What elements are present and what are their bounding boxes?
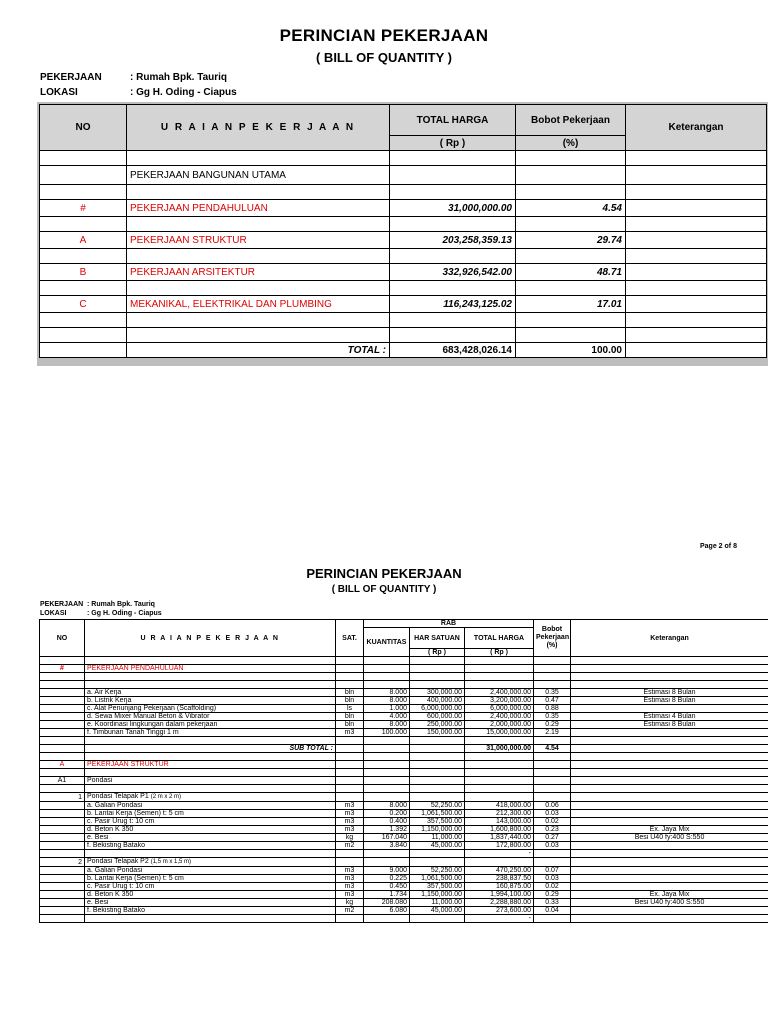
total-value: 683,428,026.14	[390, 343, 516, 358]
subtotal-label: SUB TOTAL :	[85, 745, 336, 753]
cell-bobot: 2.19	[534, 729, 571, 737]
table-row	[40, 899, 768, 907]
cell-empty	[40, 891, 85, 899]
cell-empty	[40, 883, 85, 891]
det-header-rp1: ( Rp )	[410, 649, 465, 657]
cell-price: 45,000.00	[410, 842, 465, 850]
table-row	[40, 729, 768, 737]
cell-total: 172,800.00	[465, 842, 534, 850]
group2-name: Pondasi Telapak P2	[87, 858, 149, 865]
cell-ket	[571, 867, 768, 875]
cell-qty: 9.000	[364, 867, 410, 875]
cell-total: 470,250.00	[465, 867, 534, 875]
cell-price: 150,000.00	[410, 729, 465, 737]
cell-bobot: 0.02	[534, 883, 571, 891]
cell-total: 2,288,880.00	[465, 899, 534, 907]
cell-sat: kg	[336, 834, 364, 842]
cell-name: a. Galian Pondasi	[85, 802, 336, 810]
table-row	[40, 867, 768, 875]
table-row	[40, 826, 768, 834]
cell-bobot: 0.06	[534, 802, 571, 810]
page2-location-label: LOKASI	[40, 610, 67, 617]
cell-qty: 100.000	[364, 729, 410, 737]
header-keterangan: Keterangan	[626, 105, 767, 151]
cell-empty	[40, 907, 85, 915]
cell-sat: bln	[336, 689, 364, 697]
det-header-sat: SAT.	[336, 620, 364, 657]
det-header-bobot: Bobot Pekerjaan (%)	[534, 620, 571, 657]
sec1-name: PEKERJAAN PENDAHULUAN	[85, 665, 336, 673]
cell-sat: m3	[336, 818, 364, 826]
summary-row: C MEKANIKAL, ELEKTRIKAL DAN PLUMBING 116,243,125.02 17.01	[40, 296, 767, 313]
cell-ket: Estimasi 4 Bulan	[571, 713, 768, 721]
cell-total: 1,600,800.00	[465, 826, 534, 834]
cell-qty: 1.000	[364, 705, 410, 713]
cell-name: f. Timbunan Tanah Tinggi 1 m	[85, 729, 336, 737]
cell-sat: m3	[336, 875, 364, 883]
cell-ket	[571, 818, 768, 826]
header-no: NO	[40, 105, 127, 151]
group2-dim: (1,5 m x 1,5 m)	[150, 859, 192, 865]
detail-table	[39, 619, 768, 923]
cell-total: 1,837,440.00	[465, 834, 534, 842]
cell-ket: Besi U40 fy:400 S:550	[571, 899, 768, 907]
cell-empty	[40, 826, 85, 834]
cell-ket	[571, 842, 768, 850]
cell-ket	[571, 875, 768, 883]
cell-empty	[40, 834, 85, 842]
table-row	[40, 834, 768, 842]
cell-name: c. Alat Penunjang Pekerjaan (Scaffolding)	[85, 705, 336, 713]
cell-sat: bln	[336, 713, 364, 721]
cell-bobot: 0.27	[534, 834, 571, 842]
det-header-rab: RAB	[364, 620, 534, 628]
cell-ket	[571, 729, 768, 737]
cell-bobot: 0.47	[534, 697, 571, 705]
page2-location-value: : Gg H. Oding - Ciapus	[87, 610, 162, 617]
header-bobot: Bobot Pekerjaan	[516, 105, 626, 136]
cell-bobot: 0.03	[534, 842, 571, 850]
cell-name: b. Listrik Kerja	[85, 697, 336, 705]
cell-qty: 6.080	[364, 907, 410, 915]
cell-bobot: 0.33	[534, 899, 571, 907]
subtotal-bobot: 4.54	[534, 745, 571, 753]
cell-price: 357,500.00	[410, 818, 465, 826]
cell-total: 3,200,000.00	[465, 697, 534, 705]
cell-qty: 8.000	[364, 689, 410, 697]
cell-name: b. Lantai Kerja (Semen) t: 5 cm	[85, 875, 336, 883]
project-label: PEKERJAAN	[40, 72, 102, 83]
cell-ket	[571, 705, 768, 713]
cell-sat: kg	[336, 899, 364, 907]
table-row	[40, 705, 768, 713]
cell-sat: bln	[336, 697, 364, 705]
cell-price: 250,000.00	[410, 721, 465, 729]
cell-name: a. Galian Pondasi	[85, 867, 336, 875]
cell-qty: 0.450	[364, 883, 410, 891]
cell-empty	[40, 802, 85, 810]
cell-empty	[40, 697, 85, 705]
table-row	[40, 875, 768, 883]
det-header-total-harga: TOTAL HARGA	[465, 628, 534, 649]
cell-sat: bln	[336, 721, 364, 729]
cell-total: 212,300.00	[465, 810, 534, 818]
cell-sat: m2	[336, 842, 364, 850]
cell-qty: 3.840	[364, 842, 410, 850]
cell-name: f. Bekisting Batako	[85, 907, 336, 915]
cell-qty: 1.734	[364, 891, 410, 899]
cell-ket: Estimasi 8 Bulan	[571, 697, 768, 705]
cell-ket: Ex. Jaya Mix	[571, 891, 768, 899]
cell-qty: 0.225	[364, 875, 410, 883]
cell-bobot: 0.04	[534, 907, 571, 915]
cell-empty	[40, 810, 85, 818]
cell-qty: 8.000	[364, 697, 410, 705]
cell-total: 15,000,000.00	[465, 729, 534, 737]
cell-total: 418,000.00	[465, 802, 534, 810]
cell-empty	[40, 721, 85, 729]
cell-empty	[40, 729, 85, 737]
table-row	[40, 697, 768, 705]
cell-ket	[571, 907, 768, 915]
cell-price: 1,150,000.00	[410, 891, 465, 899]
summary-row: # PEKERJAAN PENDAHULUAN 31,000,000.00 4.54	[40, 200, 767, 217]
table-row	[40, 842, 768, 850]
sec2a-no: A1	[40, 777, 85, 785]
table-row	[40, 810, 768, 818]
cell-name: a. Air Kerja	[85, 689, 336, 697]
cell-ket: Ex. Jaya Mix	[571, 826, 768, 834]
page2-project-value: : Rumah Bpk. Tauriq	[87, 601, 155, 608]
det-header-kuantitas: KUANTITAS	[364, 628, 410, 657]
det-header-ket: Keterangan	[571, 620, 768, 657]
cell-price: 600,000.00	[410, 713, 465, 721]
table-row	[40, 713, 768, 721]
cell-price: 400,000.00	[410, 697, 465, 705]
sec2a-name: Pondasi	[85, 777, 336, 785]
page2-project-label: PEKERJAAN	[40, 601, 84, 608]
cell-empty	[40, 713, 85, 721]
total-label: TOTAL :	[127, 343, 390, 358]
header-bobot-unit: (%)	[516, 136, 626, 151]
total-row	[40, 343, 767, 358]
cell-price: 1,061,500.00	[410, 875, 465, 883]
cell-total: 2,400,000.00	[465, 689, 534, 697]
cell-price: 357,500.00	[410, 883, 465, 891]
group1-dim: (2 m x 2 m)	[150, 794, 182, 800]
cell-price: 1,150,000.00	[410, 826, 465, 834]
cell-name: d. Beton K 350	[85, 826, 336, 834]
cell-empty	[40, 899, 85, 907]
page-title: PERINCIAN PEKERJAAN	[279, 26, 489, 45]
table-row	[40, 689, 768, 697]
cell-sat: m3	[336, 883, 364, 891]
page-number: Page 2 of 8	[700, 543, 737, 550]
table-row	[40, 907, 768, 915]
dash-cell: -	[465, 915, 534, 923]
cell-name: d. Sewa Mixer Manual Beton & Vibrator	[85, 713, 336, 721]
cell-sat: m3	[336, 826, 364, 834]
group2-no: 2	[40, 858, 85, 867]
sec2-name: PEKERJAAN STRUKTUR	[85, 761, 336, 769]
cell-sat: m3	[336, 867, 364, 875]
summary-row: A PEKERJAAN STRUKTUR 203,258,359.13 29.74	[40, 232, 767, 249]
cell-name: f. Bekisting Batako	[85, 842, 336, 850]
cell-sat: m3	[336, 802, 364, 810]
cell-bobot: 0.29	[534, 721, 571, 729]
cell-empty	[40, 705, 85, 713]
header-uraian: U R A I A N P E K E R J A A N	[127, 105, 390, 151]
page2-title: PERINCIAN PEKERJAAN	[306, 566, 462, 581]
cell-total: 273,600.00	[465, 907, 534, 915]
cell-sat: ls	[336, 705, 364, 713]
cell-bobot: 0.29	[534, 891, 571, 899]
page-subtitle: ( BILL OF QUANTITY )	[315, 50, 452, 65]
cell-bobot: 0.35	[534, 689, 571, 697]
cell-name: c. Pasir Urug t: 10 cm	[85, 883, 336, 891]
table-row	[40, 721, 768, 729]
cell-qty: 208.080	[364, 899, 410, 907]
sec2-no: A	[40, 761, 85, 769]
cell-total: 2,400,000.00	[465, 713, 534, 721]
cell-price: 11,000.00	[410, 834, 465, 842]
location-label: LOKASI	[40, 87, 78, 98]
cell-bobot: 0.88	[534, 705, 571, 713]
cell-ket	[571, 810, 768, 818]
cell-price: 52,250.00	[410, 802, 465, 810]
cell-qty: 8.000	[364, 802, 410, 810]
project-value: : Rumah Bpk. Tauriq	[130, 72, 228, 83]
cell-empty	[40, 842, 85, 850]
cell-ket: Estimasi 8 Bulan	[571, 721, 768, 729]
cell-ket	[571, 883, 768, 891]
cell-ket: Besi U40 fy:400 S:550	[571, 834, 768, 842]
cell-bobot: 0.07	[534, 867, 571, 875]
cell-bobot: 0.02	[534, 818, 571, 826]
cell-empty	[40, 818, 85, 826]
cell-total: 2,000,000.00	[465, 721, 534, 729]
cell-total: 143,000.00	[465, 818, 534, 826]
header-total-unit: ( Rp )	[390, 136, 516, 151]
cell-sat: m3	[336, 891, 364, 899]
cell-sat: m2	[336, 907, 364, 915]
cell-price: 11,000.00	[410, 899, 465, 907]
cell-total: 1,994,100.00	[465, 891, 534, 899]
cell-name: c. Pasir Urug t: 10 cm	[85, 818, 336, 826]
summary-row: B PEKERJAAN ARSITEKTUR 332,926,542.00 48.71	[40, 264, 767, 281]
table-row	[40, 818, 768, 826]
total-bobot: 100.00	[516, 343, 626, 358]
det-header-har-satuan: HAR SATUAN	[410, 628, 465, 649]
cell-price: 6,000,000.00	[410, 705, 465, 713]
subtotal-value: 31,000,000.00	[465, 745, 534, 753]
det-header-rp2: ( Rp )	[465, 649, 534, 657]
cell-price: 300,000.00	[410, 689, 465, 697]
cell-name: e. Besi	[85, 899, 336, 907]
page2-subtitle: ( BILL OF QUANTITY )	[331, 584, 437, 595]
cell-bobot: 0.03	[534, 810, 571, 818]
group1-name: Pondasi Telapak P1	[87, 793, 149, 800]
cell-price: 45,000.00	[410, 907, 465, 915]
table-row	[40, 883, 768, 891]
cell-empty	[40, 867, 85, 875]
cell-qty: 4.000	[364, 713, 410, 721]
cell-name: e. Besi	[85, 834, 336, 842]
cell-total: 160,875.00	[465, 883, 534, 891]
cell-qty: 0.200	[364, 810, 410, 818]
cell-qty: 167.040	[364, 834, 410, 842]
cell-ket	[571, 802, 768, 810]
cell-price: 1,061,500.00	[410, 810, 465, 818]
dash-cell: -	[465, 850, 534, 858]
cell-name: d. Beton K 350	[85, 891, 336, 899]
location-value: : Gg H. Oding - Ciapus	[130, 87, 237, 98]
det-header-no: NO	[40, 620, 85, 657]
sec1-no: #	[40, 665, 85, 673]
cell-qty: 0.400	[364, 818, 410, 826]
cell-total: 6,000,000.00	[465, 705, 534, 713]
cell-total: 238,837.50	[465, 875, 534, 883]
table-row	[40, 891, 768, 899]
header-total: TOTAL HARGA	[390, 105, 516, 136]
cell-bobot: 0.35	[534, 713, 571, 721]
group1-no: 1	[40, 793, 85, 802]
cell-sat: m3	[336, 810, 364, 818]
cell-sat: m3	[336, 729, 364, 737]
cell-empty	[40, 689, 85, 697]
summary-table	[39, 104, 767, 358]
cell-ket: Estimasi 8 Bulan	[571, 689, 768, 697]
cell-qty: 8.000	[364, 721, 410, 729]
table-row	[40, 802, 768, 810]
cell-name: e. Koordinasi lingkungan dalam pekerjaan	[85, 721, 336, 729]
cell-bobot: 0.03	[534, 875, 571, 883]
cell-empty	[40, 875, 85, 883]
det-header-uraian: U R A I A N P E K E R J A A N	[85, 620, 336, 657]
cell-bobot: 0.23	[534, 826, 571, 834]
cell-qty: 1.392	[364, 826, 410, 834]
cell-price: 52,250.00	[410, 867, 465, 875]
cell-name: b. Lantai Kerja (Semen) t: 5 cm	[85, 810, 336, 818]
section-title: PEKERJAAN BANGUNAN UTAMA	[127, 166, 390, 185]
